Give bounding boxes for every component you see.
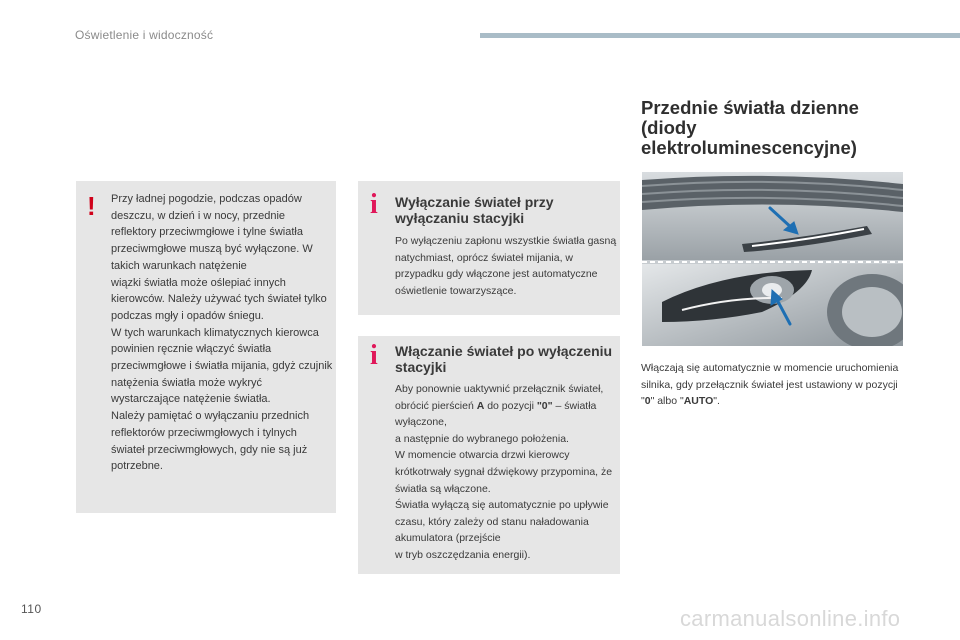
drl-desc-3: ". xyxy=(713,395,720,407)
drl-desc-2: " albo " xyxy=(650,395,684,407)
drl-zero-label: 0 xyxy=(644,395,651,407)
drl-description xyxy=(641,360,906,410)
drl-heading: Przednie światła dzienne (diody elektroluminescencyjne) xyxy=(641,97,859,158)
page-number: 110 xyxy=(21,602,42,616)
lights-on-text-2: do pozycji xyxy=(484,399,537,412)
car-front-photo xyxy=(642,172,903,346)
lights-on-heading: Włączanie świateł po wyłączeniu stacyjki xyxy=(395,343,613,375)
lights-on-text-1: Aby ponownie uaktywnić przełącznik świateł, obrócić pierścień xyxy=(395,383,604,412)
info-icon: i xyxy=(370,340,378,371)
zero-label: "0" xyxy=(536,399,553,412)
drl-auto-label: AUTO xyxy=(683,395,714,407)
lights-on-text xyxy=(395,381,617,564)
header-bar xyxy=(480,33,960,38)
info-icon: i xyxy=(370,189,378,220)
lights-off-text: Po wyłączeniu zapłonu wszystkie światła gasną natychmiast, oprócz świateł mijania, w przypadku gdy włączone jest automatyczne oświetlenie towarzyszące. xyxy=(395,235,617,297)
drl-desc-1: Włączają się automatycznie w momencie uruchomienia silnika, gdy przełącznik świateł jest ustawiony w pozycji " xyxy=(641,362,899,407)
ring-label: A xyxy=(476,399,485,412)
lights-off-heading: Wyłączanie świateł przy wyłączaniu stacyjki xyxy=(395,194,554,226)
exclamation-icon: ! xyxy=(87,191,96,221)
warning-text: Przy ładnej pogodzie, podczas opadów deszczu, w dzień i w nocy, przednie reflektory przeciwmgłowe i tylne światła przeciwmgłowe muszą być wyłączone. W takich warunkach natężenie wiązki światła może oślepiać innych kierowców. Należy używać tych świateł tylko podczas mgły i opadów śniegu. W tych warunkach klimatycznych kierowca powinien ręcznie włączyć światła przeciwmgłowe i światła mijania, gdyż czujnik natężenia światła może wykryć wystarczające natężenie światła. Należy pamiętać o wyłączaniu przednich reflektorów przeciwmgłowych i tylnych świateł przeciwmgłowych, gdy nie są już potrzebne. xyxy=(111,193,333,473)
section-title: Oświetlenie i widoczność xyxy=(75,28,214,42)
lights-on-text-3: – światła wyłączone, a następnie do wybranego położenia. W momencie otwarcia drzwi kierowcy krótkotrwały sygnał dźwiękowy przypomina, że światła są włączone. Światła wyłączą się automatycznie po upływie czasu, który zależy od stanu naładowania akumulatora (przejście w tryb oszczędzania energii). xyxy=(395,399,613,561)
watermark: carmanualsonline.info xyxy=(680,606,901,631)
